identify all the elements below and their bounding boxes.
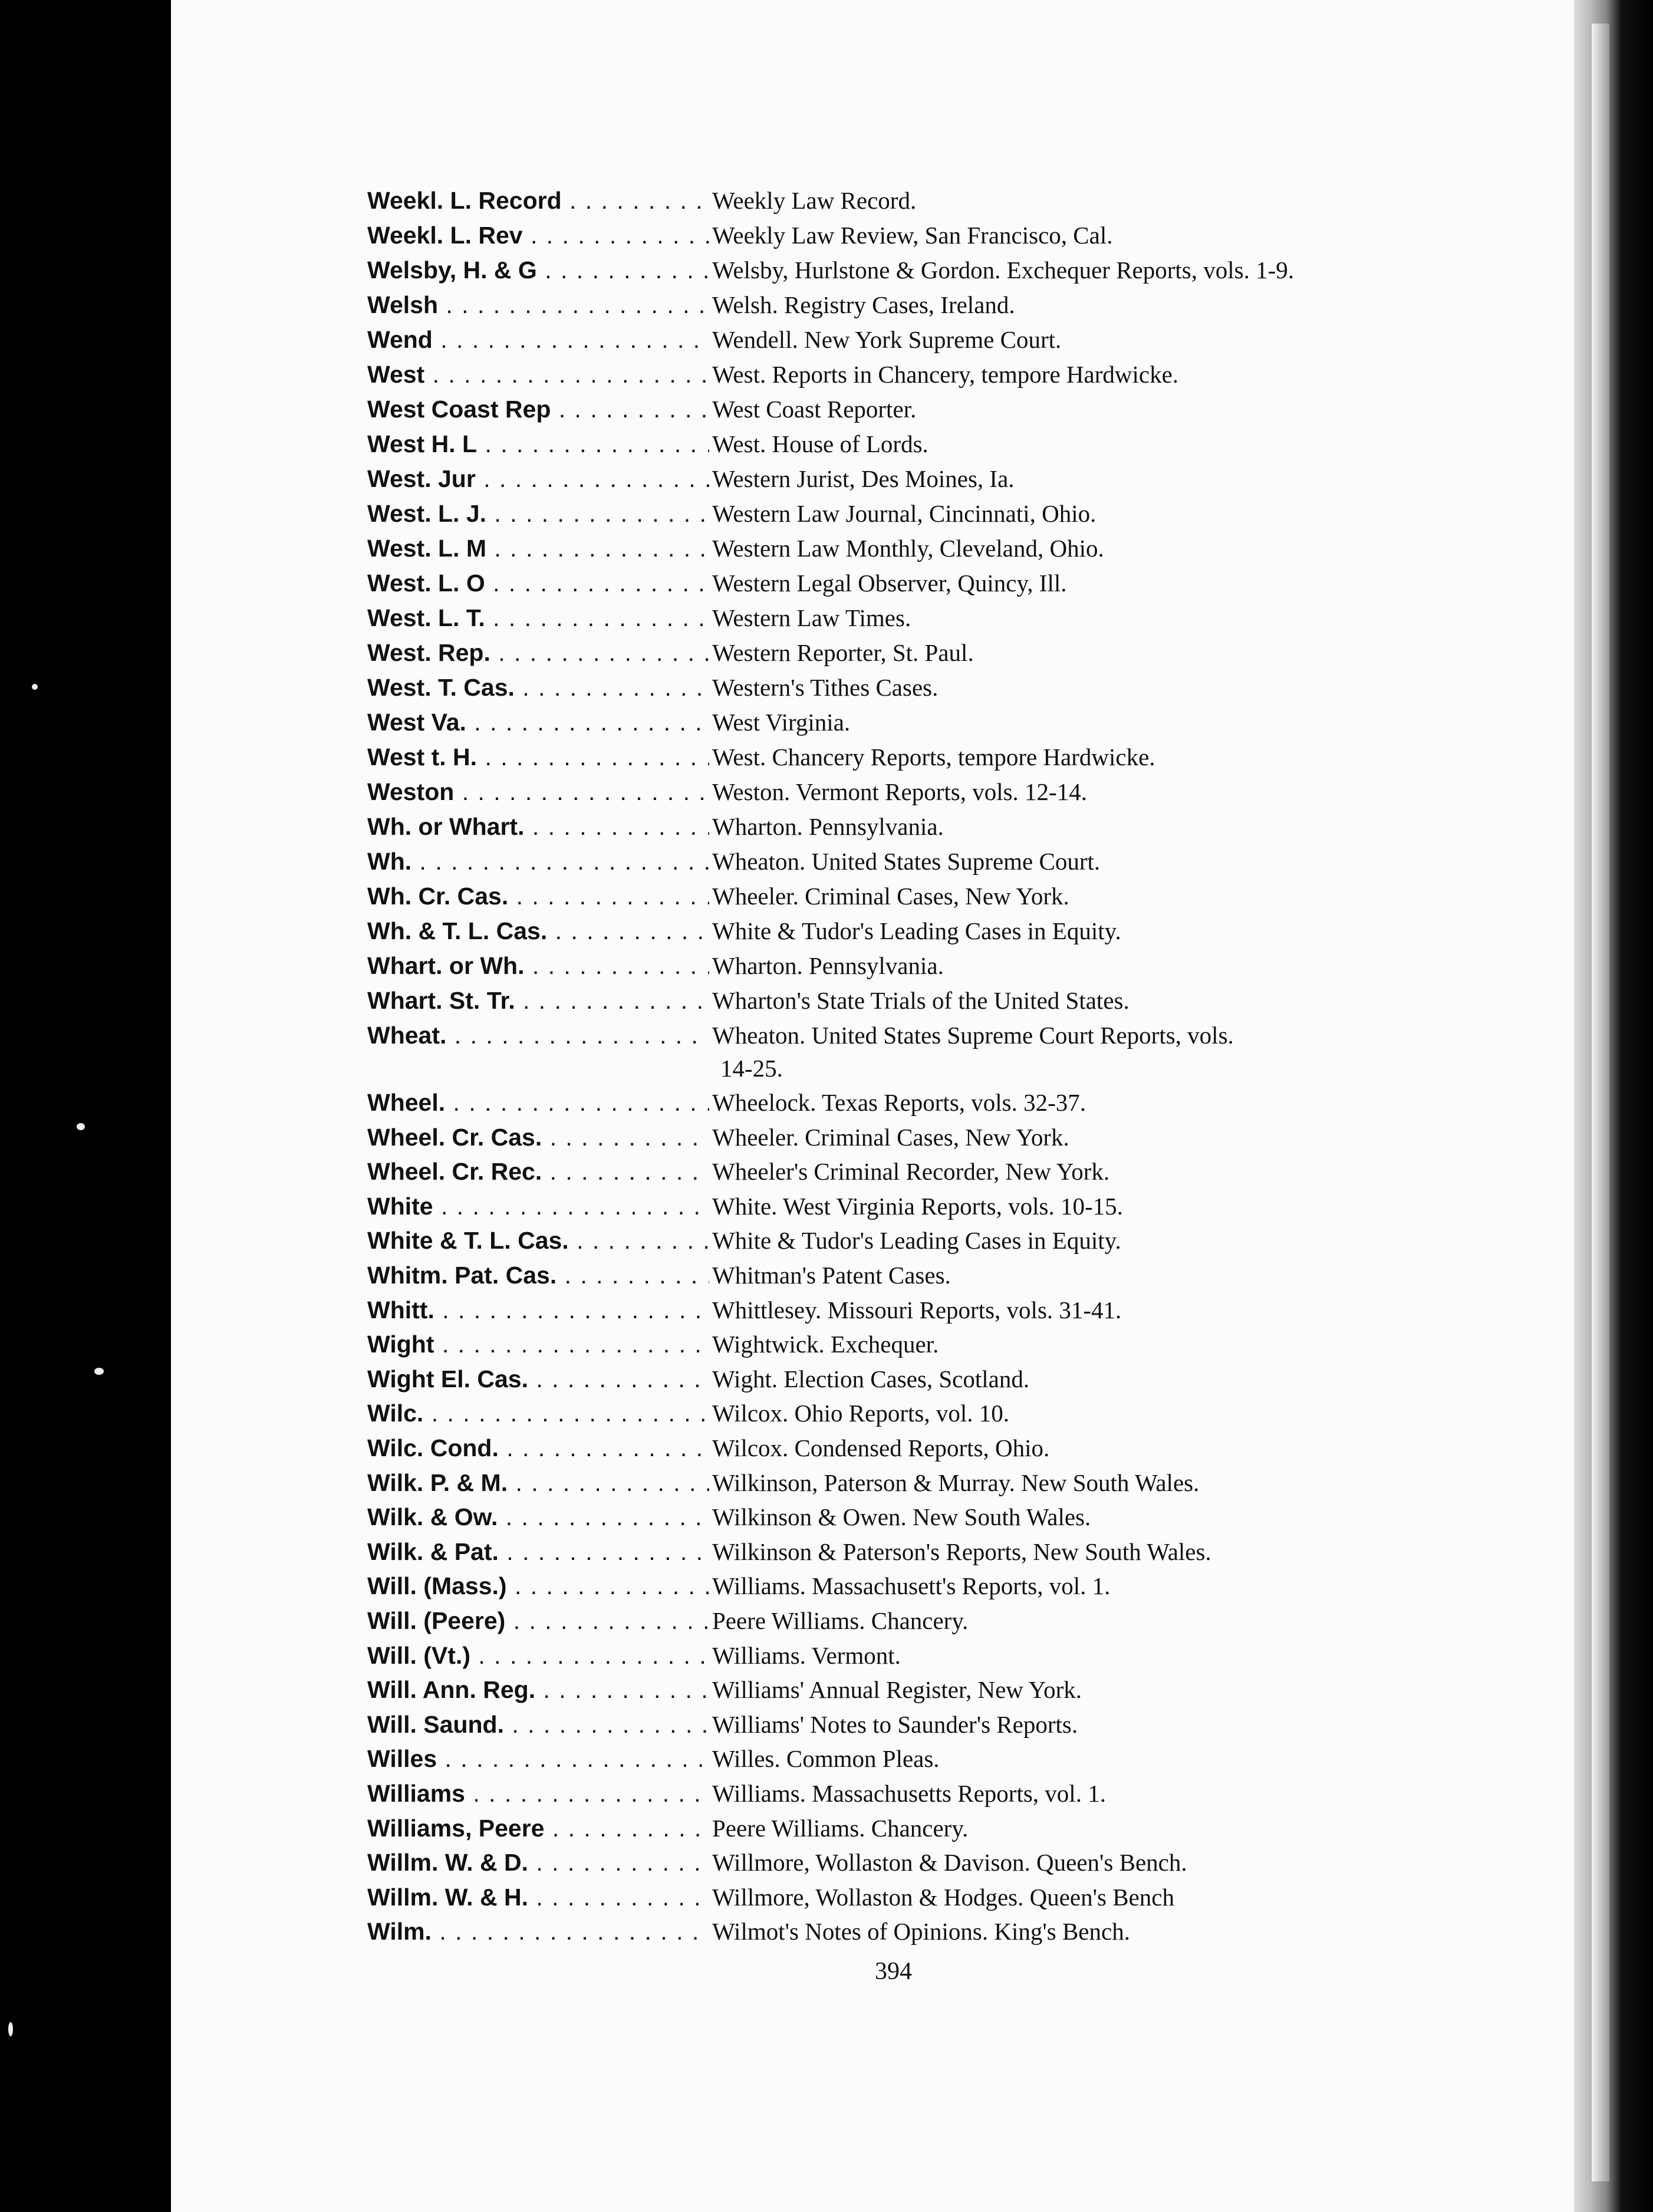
entry-description: Willmore, Wollaston & Davison. Queen's Bench. xyxy=(712,1849,1187,1876)
entry-description: Wharton. Pennsylvania. xyxy=(712,952,944,979)
entry-abbreviation: West Coast Rep . . . xyxy=(367,393,709,426)
entry-abbreviation: Wheat. . . . xyxy=(367,1019,709,1052)
entry-continuation: 14-25. xyxy=(720,1055,783,1082)
entry-abbreviation: West. L. T. . . . xyxy=(367,601,709,634)
entry-description: Western Reporter, St. Paul. xyxy=(712,639,974,666)
entry-description: Wharton. Pennsylvania. xyxy=(712,813,944,840)
abbreviation-entry xyxy=(0,1019,1653,1052)
entry-abbreviation: Willm. W. & H. . . . xyxy=(367,1881,709,1914)
entry-description: Weekly Law Record. xyxy=(712,187,917,214)
abbreviation-entry xyxy=(0,1846,1653,1879)
abbreviation-entry xyxy=(0,1259,1653,1292)
abbreviation-entry xyxy=(0,323,1653,356)
entry-abbreviation: Will. Ann. Reg. . . . xyxy=(367,1673,709,1706)
abbreviation-entry xyxy=(0,1397,1653,1430)
entry-description: Wilkinson & Owen. New South Wales. xyxy=(712,1503,1091,1530)
entry-description: West Virginia. xyxy=(712,709,851,736)
entry-abbreviation: Weekl. L. Record . . . xyxy=(367,184,709,217)
entry-abbreviation: Wilc. . . . xyxy=(367,1397,709,1430)
entry-description: Peere Williams. Chancery. xyxy=(712,1607,969,1634)
entry-abbreviation: Weekl. L. Rev . . . xyxy=(367,219,709,252)
entry-abbreviation: Wheel. Cr. Rec. . . . xyxy=(367,1155,709,1188)
abbreviation-entry xyxy=(0,1673,1653,1706)
abbreviation-entry xyxy=(0,1293,1653,1326)
entry-abbreviation: Whart. St. Tr. . . . xyxy=(367,984,709,1017)
entry-description: Williams' Annual Register, New York. xyxy=(712,1676,1082,1703)
entry-abbreviation: Will. (Vt.) . . . xyxy=(367,1639,709,1672)
abbreviation-entry xyxy=(0,288,1653,321)
entry-abbreviation: West. L. M . . . xyxy=(367,532,709,565)
abbreviation-entry xyxy=(0,949,1653,982)
entry-description: Welsh. Registry Cases, Ireland. xyxy=(712,291,1015,318)
entry-abbreviation: Williams . . . xyxy=(367,1777,709,1810)
entry-abbreviation: West. L. O . . . xyxy=(367,567,709,600)
entry-description: Wilkinson, Paterson & Murray. New South Wales. xyxy=(712,1469,1200,1496)
entry-description: Wheaton. United States Supreme Court. xyxy=(712,848,1101,875)
entry-description: Wilcox. Condensed Reports, Ohio. xyxy=(712,1434,1050,1462)
entry-abbreviation: Wilk. & Ow. . . . xyxy=(367,1500,709,1533)
entry-abbreviation: West. Rep. . . . xyxy=(367,636,709,669)
entry-description: Williams. Massachusetts Reports, vol. 1. xyxy=(712,1780,1106,1807)
entry-abbreviation: Wilk. & Pat. . . . xyxy=(367,1535,709,1568)
entry-description: Williams. Vermont. xyxy=(712,1642,901,1669)
abbreviation-entry xyxy=(0,1915,1653,1948)
entry-description: White. West Virginia Reports, vols. 10-15. xyxy=(712,1193,1123,1220)
entry-abbreviation: Williams, Peere . . . xyxy=(367,1812,709,1845)
entry-description: Wendell. New York Supreme Court. xyxy=(712,326,1062,353)
entry-abbreviation: Willes . . . xyxy=(367,1742,709,1775)
entry-abbreviation: Wh. or Whart. . . . xyxy=(367,810,709,843)
abbreviation-entry xyxy=(0,1777,1653,1810)
entry-abbreviation: West . . . xyxy=(367,358,709,391)
entry-abbreviation: Wight . . . xyxy=(367,1328,709,1361)
entry-description: West. Chancery Reports, tempore Hardwicke. xyxy=(712,743,1155,771)
abbreviation-entry xyxy=(0,462,1653,495)
entry-description: Peere Williams. Chancery. xyxy=(712,1815,969,1842)
abbreviation-entry xyxy=(0,1190,1653,1223)
abbreviation-entry xyxy=(0,671,1653,704)
abbreviation-entry xyxy=(0,706,1653,739)
entry-description: Williams' Notes to Saunder's Reports. xyxy=(712,1711,1078,1738)
entry-description: Western Law Times. xyxy=(712,604,911,631)
abbreviation-entry xyxy=(0,1535,1653,1568)
entry-description: West. Reports in Chancery, tempore Hardwicke. xyxy=(712,361,1179,388)
abbreviation-entry xyxy=(0,1466,1653,1499)
entry-description: Wheeler. Criminal Cases, New York. xyxy=(712,1124,1069,1151)
entry-description: Welsby, Hurlstone & Gordon. Exchequer Reports, vols. 1-9. xyxy=(712,256,1294,284)
abbreviation-entry xyxy=(0,1121,1653,1154)
abbreviation-entry xyxy=(0,1328,1653,1361)
entry-description: Wilcox. Ohio Reports, vol. 10. xyxy=(712,1400,1009,1427)
abbreviation-entry xyxy=(0,880,1653,913)
entry-abbreviation: Wheel. . . . xyxy=(367,1086,709,1119)
abbreviation-entry xyxy=(0,532,1653,565)
entry-description: Whittlesey. Missouri Reports, vols. 31-41. xyxy=(712,1296,1122,1324)
entry-abbreviation: Wilc. Cond. . . . xyxy=(367,1431,709,1464)
entry-description: Western Jurist, Des Moines, Ia. xyxy=(712,465,1015,492)
abbreviation-entry xyxy=(0,497,1653,530)
entry-description: Western Legal Observer, Quincy, Ill. xyxy=(712,570,1067,597)
entry-description: White & Tudor's Leading Cases in Equity. xyxy=(712,1227,1121,1254)
abbreviation-entry xyxy=(0,1431,1653,1464)
entry-abbreviation: West Va. . . . xyxy=(367,706,709,739)
entry-description: Wharton's State Trials of the United States. xyxy=(712,987,1130,1014)
abbreviation-entry xyxy=(0,1155,1653,1188)
abbreviation-entry xyxy=(0,845,1653,878)
entry-description: Whitman's Patent Cases. xyxy=(712,1262,951,1289)
entry-abbreviation: Welsby, H. & G . . . xyxy=(367,254,709,287)
entry-description: Western Law Journal, Cincinnati, Ohio. xyxy=(712,500,1096,527)
abbreviation-entry xyxy=(0,358,1653,391)
abbreviation-entry xyxy=(0,393,1653,426)
entry-abbreviation: Whitt. . . . xyxy=(367,1293,709,1326)
abbreviation-entry xyxy=(0,1362,1653,1395)
abbreviation-entry xyxy=(0,601,1653,634)
entry-abbreviation: Whitm. Pat. Cas. . . . xyxy=(367,1259,709,1292)
abbreviation-entry xyxy=(0,984,1653,1017)
entry-description: Wightwick. Exchequer. xyxy=(712,1331,939,1358)
entry-description: Wheeler's Criminal Recorder, New York. xyxy=(712,1158,1110,1185)
abbreviation-entry xyxy=(0,219,1653,252)
abbreviation-entry xyxy=(0,1569,1653,1602)
abbreviation-entry xyxy=(0,636,1653,669)
abbreviation-entry xyxy=(0,1086,1653,1119)
entry-abbreviation: West. Jur . . . xyxy=(367,462,709,495)
abbreviation-entry xyxy=(0,1500,1653,1533)
entry-abbreviation: Wh. Cr. Cas. . . . xyxy=(367,880,709,913)
entry-abbreviation: White . . . xyxy=(367,1190,709,1223)
page-number: 394 xyxy=(875,1958,912,1985)
abbreviation-entry xyxy=(0,567,1653,600)
entry-abbreviation: Wight El. Cas. . . . xyxy=(367,1362,709,1395)
abbreviation-entry xyxy=(0,1881,1653,1914)
entry-abbreviation: White & T. L. Cas. . . . xyxy=(367,1224,709,1257)
entry-description: White & Tudor's Leading Cases in Equity. xyxy=(712,917,1121,944)
entry-abbreviation: Willm. W. & D. . . . xyxy=(367,1846,709,1879)
entry-abbreviation: West H. L . . . xyxy=(367,427,709,460)
abbreviation-entry xyxy=(0,1742,1653,1775)
entry-abbreviation: Wh. . . . xyxy=(367,845,709,878)
entry-description: Willes. Common Pleas. xyxy=(712,1745,940,1772)
abbreviation-entry xyxy=(0,810,1653,843)
entry-description: Willmore, Wollaston & Hodges. Queen's Bench xyxy=(712,1884,1174,1911)
entry-abbreviation: Wend . . . xyxy=(367,323,709,356)
entry-description: Western Law Monthly, Cleveland, Ohio. xyxy=(712,535,1104,562)
entry-abbreviation: Wheel. Cr. Cas. . . . xyxy=(367,1121,709,1154)
entry-description: Wheelock. Texas Reports, vols. 32-37. xyxy=(712,1089,1086,1116)
entry-abbreviation: Will. (Peere) . . . xyxy=(367,1604,709,1637)
entry-abbreviation: West. T. Cas. . . . xyxy=(367,671,709,704)
entry-abbreviation: Wilk. P. & M. . . . xyxy=(367,1466,709,1499)
entry-abbreviation: West. L. J. . . . xyxy=(367,497,709,530)
abbreviation-entry xyxy=(0,184,1653,217)
entry-description: Weston. Vermont Reports, vols. 12-14. xyxy=(712,778,1087,805)
entry-abbreviation: Wh. & T. L. Cas. . . . xyxy=(367,914,709,947)
abbreviation-entry xyxy=(0,914,1653,947)
entry-description: Wilkinson & Paterson's Reports, New South Wales. xyxy=(712,1538,1211,1565)
entry-description: Weekly Law Review, San Francisco, Cal. xyxy=(712,222,1113,249)
abbreviation-entry xyxy=(0,1604,1653,1637)
entry-abbreviation: Wilm. . . . xyxy=(367,1915,709,1948)
abbreviation-entry xyxy=(0,427,1653,460)
entry-abbreviation: West t. H. . . . xyxy=(367,740,709,773)
entry-abbreviation: Will. (Mass.) . . . xyxy=(367,1569,709,1602)
entry-description: Wheaton. United States Supreme Court Reports, vols. xyxy=(712,1022,1234,1049)
abbreviation-entry xyxy=(0,1708,1653,1741)
entry-abbreviation: Whart. or Wh. . . . xyxy=(367,949,709,982)
entry-description: Western's Tithes Cases. xyxy=(712,674,939,701)
abbreviation-entry xyxy=(0,254,1653,287)
entry-abbreviation: Welsh . . . xyxy=(367,288,709,321)
entry-description: Williams. Massachusett's Reports, vol. 1. xyxy=(712,1572,1111,1599)
abbreviation-entry xyxy=(0,740,1653,773)
abbreviation-entry xyxy=(0,1812,1653,1845)
entry-description: Wight. Election Cases, Scotland. xyxy=(712,1365,1030,1393)
abbreviation-entry xyxy=(0,775,1653,808)
entry-description: West. House of Lords. xyxy=(712,430,928,457)
entry-abbreviation: Weston . . . xyxy=(367,775,709,808)
entry-description: West Coast Reporter. xyxy=(712,396,917,423)
abbreviation-entry xyxy=(0,1224,1653,1257)
entry-description: Wheeler. Criminal Cases, New York. xyxy=(712,883,1069,910)
entry-description: Wilmot's Notes of Opinions. King's Bench. xyxy=(712,1918,1130,1945)
abbreviation-entry xyxy=(0,1639,1653,1672)
entry-abbreviation: Will. Saund. . . . xyxy=(367,1708,709,1741)
